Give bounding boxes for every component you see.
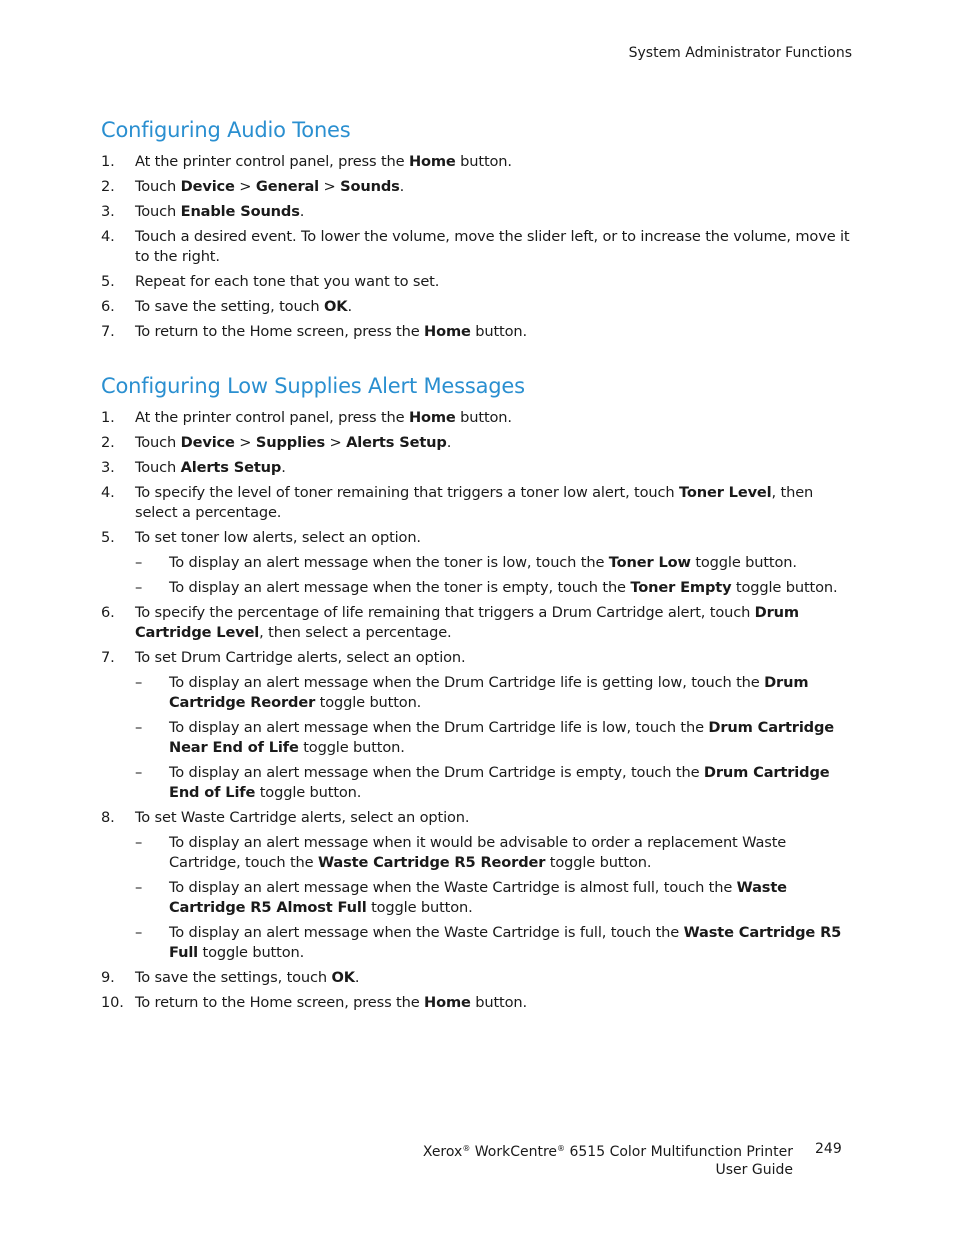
step-item [101,408,854,428]
step-item [101,808,854,963]
text-run: To save the settings, touch [135,969,332,986]
sub-option-list [135,673,854,803]
sub-option-text [169,833,854,873]
ui-term: OK [324,298,348,315]
footer-product-line [423,1140,793,1161]
ui-term: Toner Low [608,554,691,571]
text-run: To set toner low alerts, select an option. [135,529,421,546]
footer-product-reg-mark: ® [557,1144,566,1153]
text-run: . [399,178,405,195]
text-run: To specify the percentage of life remaining that triggers a Drum Cartridge alert, touch [135,604,755,621]
step-text [135,272,854,292]
text-run: button. [455,409,512,426]
sub-option-item [135,833,854,873]
text-run: To display an alert message when the Drum Cartridge life is getting low, touch the [169,674,765,691]
step-text [135,227,854,267]
text-run: , then select a percentage. [135,484,814,521]
sub-option-item [135,878,854,918]
text-run: . [281,459,286,476]
sub-option-list [135,833,854,963]
step-text [135,993,854,1013]
text-run: toggle button. [298,739,405,756]
text-run: . [299,203,305,220]
text-run: To specify the level of toner remaining that triggers a toner low alert, touch [135,484,679,501]
page-footer [423,1140,793,1179]
text-run: To return to the Home screen, press the [135,994,425,1011]
step-number: 4. [101,484,115,501]
step-item [101,993,854,1013]
step-text [135,202,854,222]
text-run: > [234,178,256,195]
sub-option-item [135,718,854,758]
sub-option-text [169,578,854,598]
step-text [135,603,854,643]
step-item [101,177,854,197]
text-run: button. [470,323,527,340]
step-number: 7. [101,323,115,340]
text-run: Touch [135,178,181,195]
ui-term: Drum Cartridge Reorder [169,674,809,711]
dash-bullet: – [135,879,143,896]
text-run: toggle button. [366,899,473,916]
text-run: . [347,298,352,315]
ui-term: Sounds [340,178,400,195]
step-number: 8. [101,809,115,826]
section-low-supplies-alerts [101,372,854,1018]
text-run: > [319,178,341,195]
step-text [135,152,854,172]
text-run: Touch a desired event. To lower the volume, move the slider left, or to increase the volume, move it to the right. [135,228,850,265]
sub-option-item [135,923,854,963]
step-text [135,968,854,988]
text-run: toggle button. [545,854,652,871]
sub-option-text [169,553,854,573]
step-number: 5. [101,529,115,546]
ui-term: Alerts Setup [180,459,282,476]
sub-option-text [169,923,854,963]
step-item [101,483,854,523]
sub-option-item [135,578,854,598]
step-item [101,528,854,598]
ui-term: Toner Empty [630,579,732,596]
step-text [135,322,854,342]
text-run: button. [455,153,512,170]
text-run: To return to the Home screen, press the [135,323,425,340]
text-run: . [446,434,452,451]
dash-bullet: – [135,719,143,736]
text-run: To display an alert message when the Drum Cartridge is empty, touch the [169,764,704,781]
step-text [135,408,854,428]
ui-term: Device [180,434,235,451]
step-item [101,603,854,643]
step-text [135,483,854,523]
step-item [101,322,854,342]
footer-model: 6515 Color Multifunction Printer [569,1144,793,1160]
sub-option-text [169,673,854,713]
step-number: 1. [101,409,115,426]
text-run: To display an alert message when the toner is low, touch the [169,554,609,571]
section-title: Configuring Audio Tones [101,118,351,142]
step-number: 6. [101,298,115,315]
text-run: Touch [135,459,181,476]
ui-term: Supplies [255,434,326,451]
step-item [101,272,854,292]
text-run: button. [470,994,527,1011]
text-run: At the printer control panel, press the [135,153,409,170]
step-list [101,152,854,342]
ui-term: OK [331,969,355,986]
ui-term: Home [408,153,456,170]
sub-option-text [169,763,854,803]
step-number: 1. [101,153,115,170]
step-item [101,297,854,317]
dash-bullet: – [135,764,143,781]
step-text [135,177,854,197]
text-run: To display an alert message when the Waste Cartridge is full, touch the [169,924,684,941]
section-audio-tones [101,116,854,347]
step-item [101,458,854,478]
step-item [101,202,854,222]
text-run: To display an alert message when the Waste Cartridge is almost full, touch the [169,879,737,896]
text-run: Repeat for each tone that you want to set. [135,273,440,290]
step-item [101,648,854,803]
text-run: toggle button. [255,784,362,801]
dash-bullet: – [135,579,143,596]
ui-term: General [255,178,320,195]
sub-option-text [169,878,854,918]
footer-reg-mark: ® [462,1144,471,1153]
step-number: 3. [101,459,115,476]
ui-term: Home [424,323,471,340]
sub-option-list [135,553,854,598]
step-item [101,433,854,453]
step-text [135,808,854,828]
text-run: To save the setting, touch [135,298,325,315]
page-number: 249 [815,1141,842,1157]
text-run: To display an alert message when the Drum Cartridge life is low, touch the [169,719,709,736]
text-run: > [234,434,256,451]
ui-term: Waste Cartridge R5 Reorder [317,854,546,871]
ui-term: Home [424,994,471,1011]
sub-option-text [169,718,854,758]
step-item [101,227,854,267]
footer-brand: Xerox [422,1144,463,1160]
dash-bullet: – [135,554,143,571]
sub-option-item [135,553,854,573]
step-number: 3. [101,203,115,220]
text-run: toggle button. [690,554,797,571]
dash-bullet: – [135,834,143,851]
dash-bullet: – [135,674,143,691]
ui-term: Alerts Setup [346,434,447,451]
ui-term: Drum Cartridge Near End of Life [169,719,835,756]
dash-bullet: – [135,924,143,941]
step-text [135,648,854,668]
text-run: To set Waste Cartridge alerts, select an option. [135,809,470,826]
ui-term: Drum Cartridge End of Life [169,764,830,801]
text-run: Touch [135,434,181,451]
step-list [101,408,854,1013]
text-run: At the printer control panel, press the [135,409,409,426]
ui-term: Device [180,178,235,195]
ui-term: Enable Sounds [180,203,300,220]
text-run: toggle button. [198,944,305,961]
ui-term: Home [408,409,456,426]
step-number: 6. [101,604,115,621]
ui-term: Drum Cartridge Level [135,604,799,641]
ui-term: Waste Cartridge R5 Full [169,924,842,961]
sub-option-item [135,763,854,803]
step-number: 7. [101,649,115,666]
text-run: To display an alert message when the toner is empty, touch the [169,579,631,596]
text-run: toggle button. [315,694,422,711]
step-item [101,968,854,988]
step-number: 2. [101,434,115,451]
sub-option-item [135,673,854,713]
step-text [135,458,854,478]
footer-guide: User Guide [715,1162,793,1178]
step-text [135,528,854,548]
step-number: 4. [101,228,115,245]
step-text [135,433,854,453]
footer-product: WorkCentre [474,1144,558,1160]
text-run: To set Drum Cartridge alerts, select an option. [135,649,466,666]
text-run: To display an alert message when it would be advisable to order a replacement Waste Cartridge, touch the [169,834,787,871]
text-run: toggle button. [731,579,838,596]
step-number: 2. [101,178,115,195]
step-number: 5. [101,273,115,290]
step-text [135,297,854,317]
text-run: . [354,969,360,986]
ui-term: Waste Cartridge R5 Almost Full [169,879,787,916]
text-run: , then select a percentage. [259,624,452,641]
ui-term: Toner Level [678,484,772,501]
running-header: System Administrator Functions [628,45,852,61]
text-run: Touch [135,203,181,220]
text-run: > [325,434,347,451]
step-number: 10. [101,994,124,1011]
section-title: Configuring Low Supplies Alert Messages [101,374,525,398]
step-number: 9. [101,969,115,986]
step-item [101,152,854,172]
